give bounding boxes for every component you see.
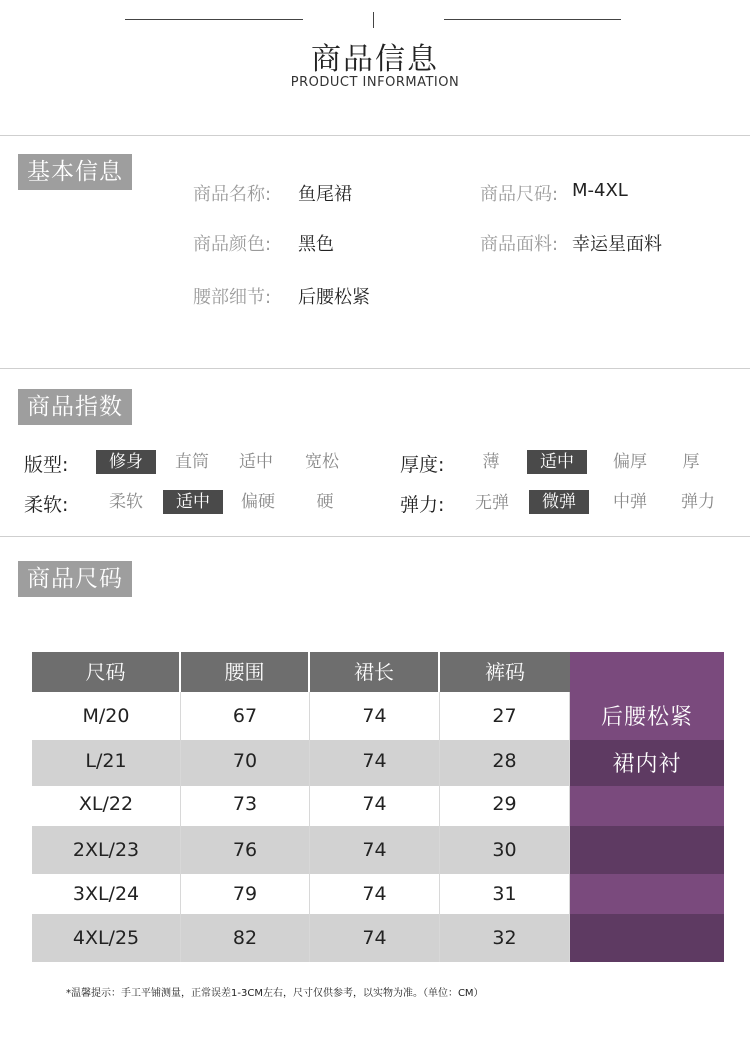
table-cell: 32 [440,914,570,962]
table-cell: 74 [310,786,440,826]
table-cell: 2XL/23 [32,826,181,874]
info-value-waist: 后腰松紧 [298,287,370,308]
table-cell: 31 [440,874,570,914]
index-label-fit: 版型: [24,454,69,476]
index-option-softness-2: 偏硬 [241,492,275,512]
table-cell: 67 [181,692,310,740]
info-label-name: 商品名称: [193,184,272,205]
info-label-waist: 腰部细节: [193,287,272,308]
divider [0,135,750,136]
index-option-thickness-1: 适中 [527,450,587,474]
side-note-lining: 裙内衬 [612,752,682,777]
table-cell: 74 [310,826,440,874]
divider [0,368,750,369]
index-option-fit-3: 宽松 [305,452,339,472]
index-option-softness-1: 适中 [163,490,223,514]
side-panel-row [570,874,724,914]
table-cell: L/21 [32,740,181,786]
side-panel-header [570,652,724,692]
table-cell: 29 [440,786,570,826]
header-line-right [444,19,621,20]
page-subtitle: PRODUCT INFORMATION [290,75,460,90]
index-label-thickness: 厚度: [400,454,445,476]
info-value-fabric: 幸运星面料 [572,234,662,255]
header-line-left [125,19,303,20]
table-cell: 27 [440,692,570,740]
side-panel-row [570,786,724,826]
info-label-fabric: 商品面料: [480,234,559,255]
size-header-pants: 裤码 [440,652,570,692]
index-option-softness-3: 硬 [316,492,334,512]
divider [0,536,750,537]
index-option-elasticity-1: 微弹 [529,490,589,514]
index-option-elasticity-2: 中弹 [613,492,647,512]
table-cell: 79 [181,874,310,914]
index-option-elasticity-3: 弹力 [681,492,715,512]
info-value-color: 黑色 [298,234,334,255]
table-cell: 30 [440,826,570,874]
table-cell: 74 [310,914,440,962]
side-panel-row [570,914,724,962]
table-cell: 3XL/24 [32,874,181,914]
page-title: 商品信息 [311,42,439,77]
table-cell: 74 [310,874,440,914]
section-tag-index: 商品指数 [18,389,132,425]
index-option-softness-0: 柔软 [109,492,143,512]
table-cell: 76 [181,826,310,874]
header-tick [373,12,374,28]
index-option-fit-1: 直筒 [175,452,209,472]
info-value-size: M-4XL [572,180,628,201]
index-label-elasticity: 弹力: [400,494,445,516]
table-cell: M/20 [32,692,181,740]
size-header-size: 尺码 [32,652,179,692]
index-option-thickness-2: 偏厚 [613,452,647,472]
info-label-color: 商品颜色: [193,234,272,255]
info-label-size: 商品尺码: [480,184,559,205]
size-header-length: 裙长 [310,652,438,692]
index-option-fit-0: 修身 [96,450,156,474]
side-panel-row [570,826,724,874]
index-option-elasticity-0: 无弹 [475,493,509,513]
table-cell: 74 [310,692,440,740]
size-header-waist: 腰围 [181,652,308,692]
side-note-waist: 后腰松紧 [600,705,693,730]
index-option-thickness-3: 厚 [682,452,700,472]
section-tag-size: 商品尺码 [18,561,132,597]
table-cell: XL/22 [32,786,181,826]
table-cell: 28 [440,740,570,786]
table-cell: 70 [181,740,310,786]
measurement-note: *温馨提示：手工平铺测量，正常误差1-3CM左右，尺寸仅供参考，以实物为准。（单位：CM） [66,988,484,999]
table-cell: 74 [310,740,440,786]
index-label-softness: 柔软: [24,494,69,516]
info-value-name: 鱼尾裙 [298,184,352,205]
table-cell: 82 [181,914,310,962]
table-cell: 4XL/25 [32,914,181,962]
index-option-thickness-0: 薄 [482,452,500,472]
index-option-fit-2: 适中 [239,452,273,472]
table-cell: 73 [181,786,310,826]
section-tag-basic: 基本信息 [18,154,132,190]
